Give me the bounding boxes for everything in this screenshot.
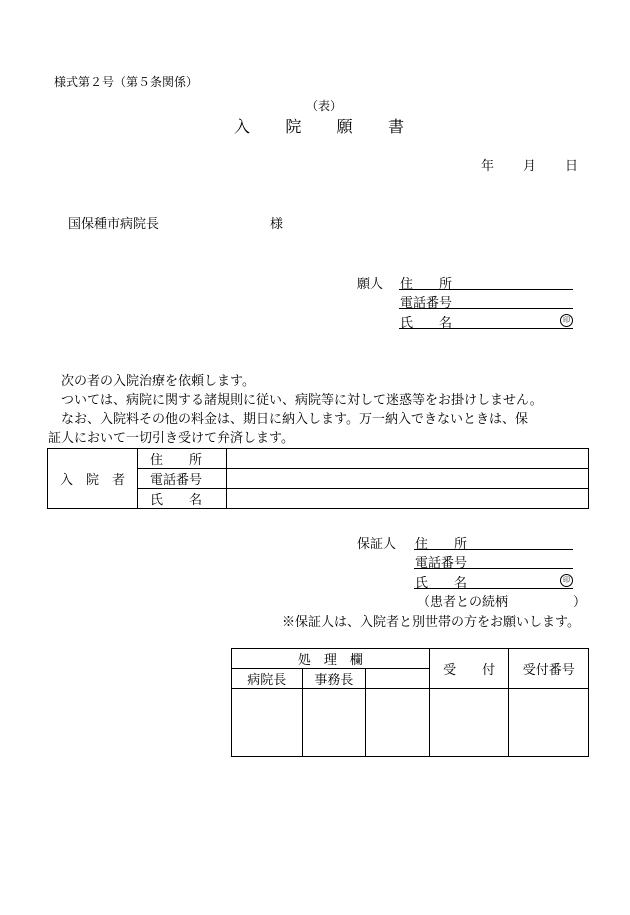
patient-name-label: 氏 名: [138, 489, 227, 509]
received-header: 受 付: [429, 649, 509, 689]
patient-table: [47, 448, 589, 509]
patient-address-field[interactable]: [227, 449, 589, 469]
applicant-name-label: 氏 名: [400, 316, 453, 331]
guarantor-note: ※保証人は、入院者と別世帯の方をお願いします。: [282, 615, 580, 630]
received-cell[interactable]: [429, 689, 509, 757]
addressee-honorific: 様: [270, 217, 284, 232]
date-day: 日: [564, 159, 578, 174]
addressee-name: 国保種市病院長: [68, 217, 160, 232]
guarantor-seal-mark: 印: [560, 574, 573, 587]
form-code: 様式第２号（第５条関係）: [54, 75, 199, 89]
blank-column-header: [366, 669, 430, 689]
applicant-phone-line: [399, 308, 573, 309]
guarantor-phone-line: [414, 568, 573, 569]
body-line: 次の者の入院治療を依頼します。: [48, 374, 255, 389]
receipt-number-cell[interactable]: [509, 689, 589, 757]
office-manager-column-header: 事務長: [302, 669, 366, 689]
body-line: なお、入院料その他の料金は、期日に納入します。万一納入できないときは、保: [48, 412, 528, 427]
body-line: 証人において一切引き受けて弁済します。: [48, 431, 294, 446]
patient-phone-label: 電話番号: [138, 469, 227, 489]
applicant-name-line: [399, 328, 573, 329]
date-line: [481, 155, 578, 174]
guarantor-role: 保証人: [357, 537, 397, 552]
director-column-header: 病院長: [232, 669, 303, 689]
receipt-number-header: 受付番号: [509, 649, 589, 689]
processing-section-header: 処 理 欄: [232, 649, 430, 669]
side-note: （表）: [306, 99, 343, 113]
title-char: 入: [234, 117, 251, 136]
office-manager-stamp-cell[interactable]: [302, 689, 366, 757]
guarantor-relation: （患者との続柄 ）: [417, 595, 587, 610]
guarantor-name-label: 氏 名: [415, 576, 468, 591]
guarantor-name-line: [414, 588, 573, 589]
title-char: 願: [336, 117, 353, 136]
processing-table: [231, 648, 589, 757]
blank-stamp-cell[interactable]: [366, 689, 430, 757]
body-line: ついては、病院に関する諸規則に従い、病院等に対して迷惑等をお掛けしません。: [48, 393, 543, 408]
patient-name-field[interactable]: [227, 489, 589, 509]
applicant-seal-mark: 印: [560, 314, 573, 327]
title-char: 書: [387, 117, 404, 136]
title-char: 院: [285, 117, 302, 136]
date-month: 月: [522, 159, 536, 174]
patient-address-label: 住 所: [138, 449, 227, 469]
applicant-phone-label: 電話番号: [400, 296, 453, 311]
applicant-address-line: [399, 289, 573, 290]
applicant-role: 願人: [357, 277, 384, 292]
guarantor-address-line: [414, 549, 573, 550]
page-title: [234, 114, 404, 137]
guarantor-address-label: 住 所: [415, 537, 468, 552]
date-year: 年: [481, 159, 495, 174]
patient-header: 入 院 者: [48, 449, 138, 509]
director-stamp-cell[interactable]: [232, 689, 303, 757]
body-text: [48, 372, 543, 448]
guarantor-phone-label: 電話番号: [415, 556, 468, 571]
applicant-address-label: 住 所: [400, 277, 453, 292]
patient-phone-field[interactable]: [227, 469, 589, 489]
